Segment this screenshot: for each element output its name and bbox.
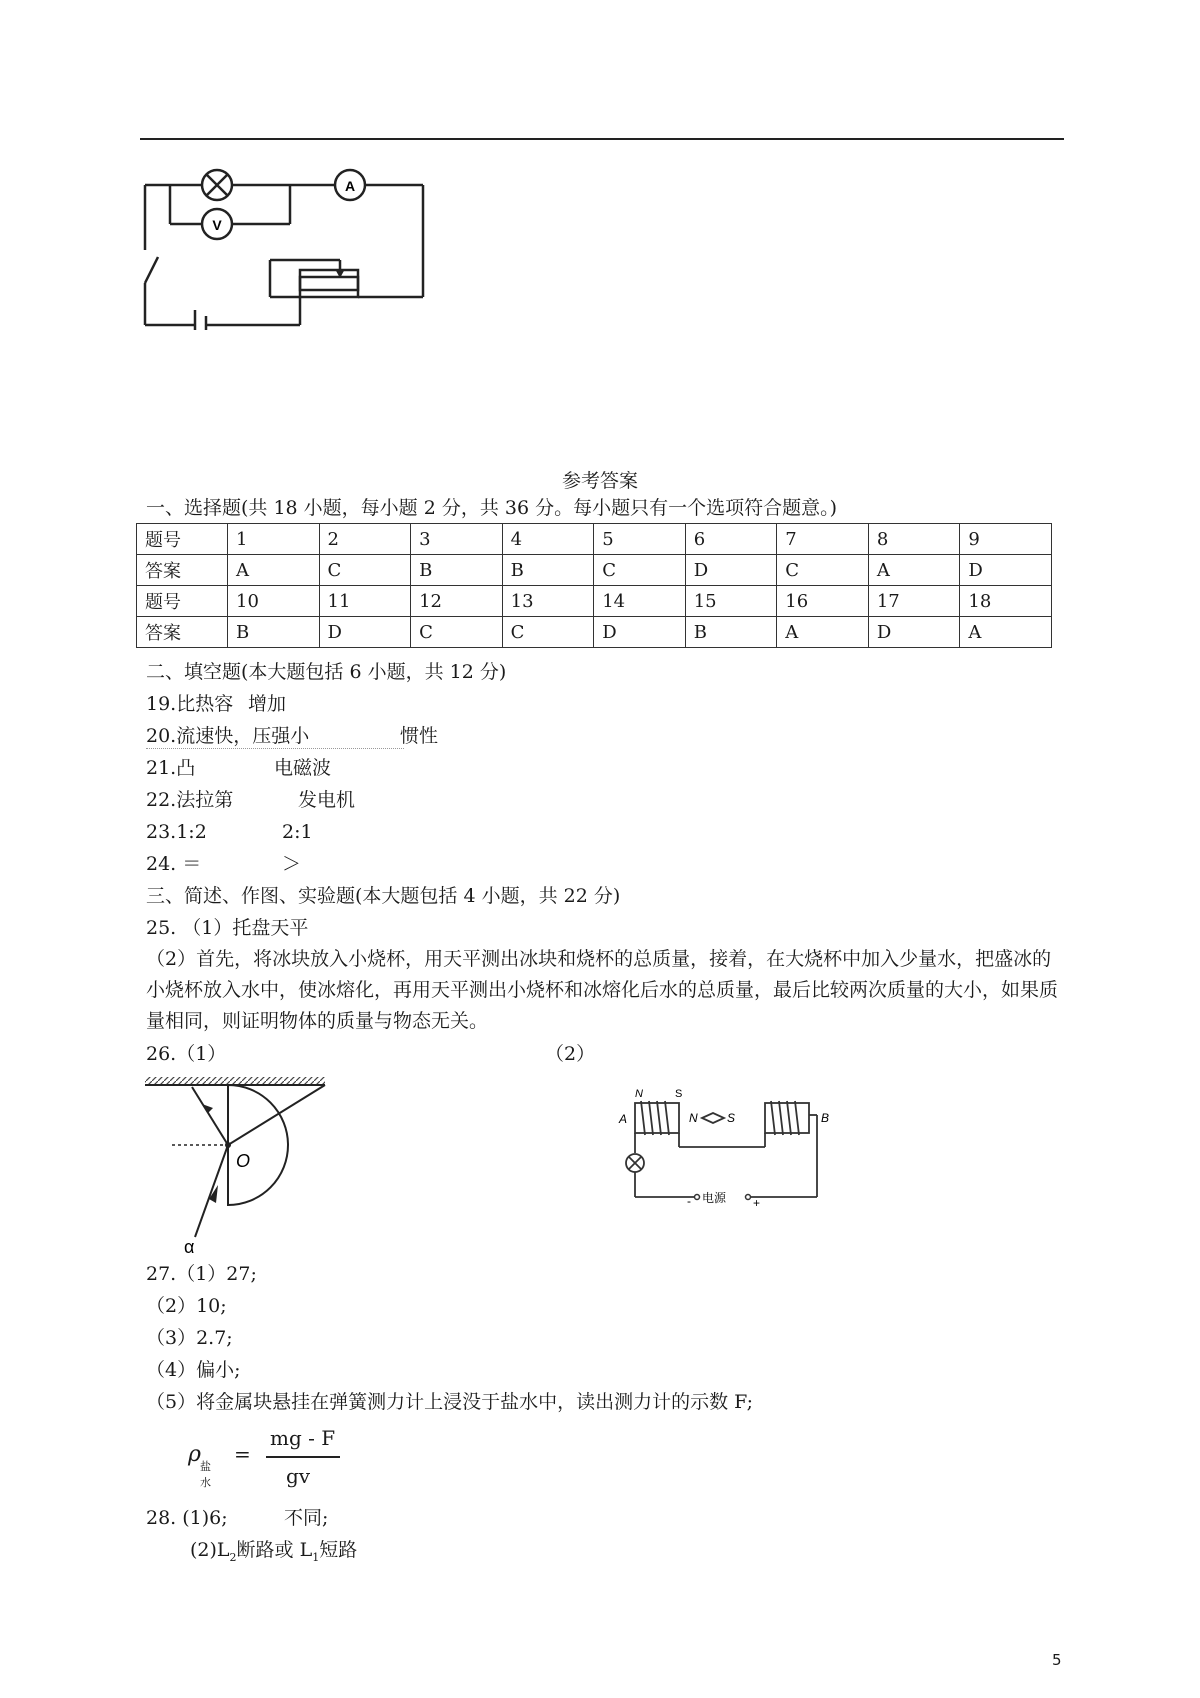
circuit-diagram — [140, 155, 440, 330]
answer-title: 参考答案 — [561, 470, 638, 492]
ammeter-label: A — [344, 178, 356, 194]
point-o-label: O — [236, 1151, 251, 1171]
answer-25-2: （2）首先，将冰块放入小烧杯，用天平测出冰块和烧杯的总质量，接着，在大烧杯中加入少量水，把盛冰的小烧杯放入水中，使冰熔化，再用天平测出小烧杯和冰熔化后水的总质量，最后比较两次质量的大小，如果质量相同，则证明物体的质量与物态无关。 — [146, 948, 1059, 1032]
angle-label: α — [184, 1237, 195, 1255]
section3-heading: 三、简述、作图、实验题(本大题包括 4 小题，共 22 分) — [146, 885, 621, 907]
table-row: 题号 1 2 3 4 5 6 7 8 9 — [137, 524, 1052, 555]
header-rule — [140, 138, 1064, 140]
answer-26-1: 26.（1） — [146, 1043, 227, 1065]
answer-27-3: （3）2.7; — [146, 1327, 233, 1349]
voltmeter-label: V — [212, 217, 222, 233]
answer-26-2: （2） — [545, 1043, 596, 1065]
answer-27-5: （5）将金属块悬挂在弹簧测力计上浸没于盐水中，读出测力计的示数 F; — [146, 1391, 754, 1413]
power-source-label: 电源 — [702, 1191, 727, 1205]
table-row: 答案 A C B B C D C A D — [137, 555, 1052, 586]
answer-27-1: 27.（1）27; — [146, 1263, 257, 1285]
section1-heading: 一、选择题(共 18 小题，每小题 2 分，共 36 分。每小题只有一个选项符合题意。) — [146, 497, 838, 519]
magnet-a-north: N — [635, 1088, 643, 1100]
table-row: 题号 10 11 12 13 14 15 16 17 18 — [137, 586, 1052, 617]
electromagnet-diagram — [605, 1085, 840, 1210]
answer-table — [136, 523, 1052, 648]
magnet-a-south: S — [675, 1088, 683, 1100]
needle-north: N — [689, 1111, 698, 1125]
optics-diagram — [140, 1075, 340, 1255]
answer-27-2: （2）10; — [146, 1295, 227, 1317]
magnet-a-label: A — [619, 1112, 628, 1126]
table-row: 答案 B D C C D B A D A — [137, 617, 1052, 648]
answer-25-1: 25. （1）托盘天平 — [146, 917, 309, 939]
plus-label: + — [753, 1196, 761, 1210]
needle-south: S — [727, 1111, 736, 1125]
minus-label: - — [687, 1194, 691, 1208]
page-number: 5 — [1052, 1651, 1062, 1669]
answer-28-2: $(2)L_2$断路或 $L_1$短路 — [190, 1539, 358, 1564]
magnet-b-label: B — [821, 1111, 830, 1125]
section2-heading: 二、填空题(本大题包括 6 小题，共 12 分) — [146, 661, 507, 683]
fraction-bar — [266, 1456, 340, 1458]
answer-27-4: （4）偏小; — [146, 1359, 241, 1381]
